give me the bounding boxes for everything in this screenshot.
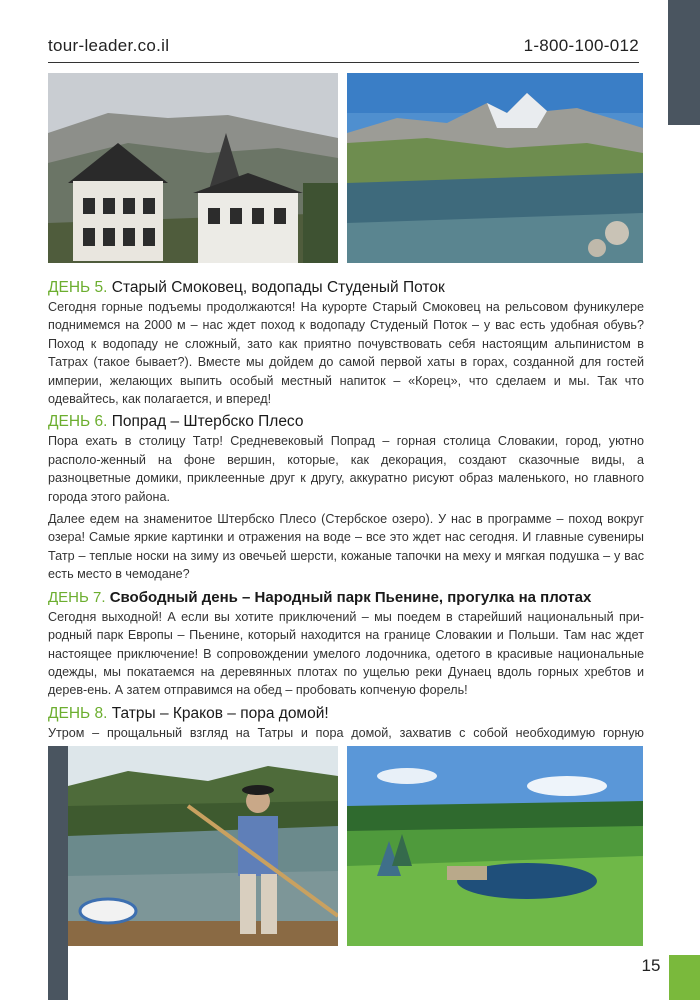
day-heading [48, 412, 644, 432]
day-paragraph: Пора ехать в столицу Татр! Средневековый Попрад – горная столица Словакии, город, уютно располо-женный на фоне вершин, которые, как декорация, создают сказочные виды, а разноцветные домики, приклеенные друг к другу, аккуратно рисуют образ маленького, но главного города этого района. [48, 434, 644, 504]
day-section [48, 412, 644, 583]
corner-accent [669, 955, 700, 1000]
day-label: ДЕНЬ 7. [48, 588, 106, 606]
phone-number: 1-800-100-012 [523, 36, 639, 55]
day-heading [48, 588, 644, 608]
side-tab-accent [668, 0, 700, 125]
day-paragraph: Сегодня горные подъемы продолжаются! На курорте Старый Смоковец на рельсовом фуникулере поднимемся на 2000 м – нас ждет поход к водопаду Студеный Поток – у вас есть удобная обувь? Поход к водопаду не сложный, зато как приятно почувствовать себя настоящим альпинистом в Татрах (такое бывает?). Вместе мы дойдем до самой первой хаты в горах, созданной для гостей империи, желающих выпить особый местный напиток – «Корец», что сделаем и мы. Так что одевайтесь, как полагается, и вперед! [48, 300, 644, 407]
page-number: 15 [641, 956, 661, 975]
page-header [48, 36, 639, 63]
day-paragraph: Сегодня выходной! А если вы хотите приключений – мы поедем в старейший национальный при-родный парк Европы – Пьенине, который находится на границе Словакии и Польши. Там нас ждет настоящее приключение! В сопровождении умелого лодочника, одетого в красивые национальные одежды, мы покатаемся на деревянных плотах по ущелью реки Дунаец вдоль горных хребтов и дерев-ень. А затем отправимся на обед – пробовать копченую форель! [48, 609, 644, 698]
photo-mountain-lake [347, 73, 643, 263]
itinerary-content [48, 278, 644, 761]
day-paragraph: Утром – прощальный взгляд на Татры и пора домой, захватив с собой необходимую горную [48, 725, 644, 740]
photo-chalet-mountain [48, 73, 338, 263]
day-label: ДЕНЬ 8. [48, 704, 108, 722]
day-label: ДЕНЬ 5. [48, 279, 108, 296]
day-heading [48, 278, 644, 298]
bottom-accent-bar [48, 746, 68, 1000]
day-paragraph: Далее едем на знаменитое Штербско Плесо (Стербское озеро). У нас в программе – поход вокруг озера! Самые яркие картинки и отражения на воде – все это ждет нас сегодня. И главные сувениры Татр – теплые носки на зиму из овечьей шерсти, кожаные тапочки на меху и мягкая подушка – у вас есть место в чемодане? [48, 512, 644, 582]
day-section [48, 278, 644, 408]
photo-rafting-river [68, 746, 338, 946]
photo-park-pond [347, 746, 643, 946]
day-title: Старый Смоковец, водопады Студеный Поток [111, 279, 445, 296]
day-title: Татры – Краков – пора домой! [111, 704, 329, 722]
site-url: tour-leader.co.il [48, 36, 170, 55]
day-section [48, 588, 644, 700]
day-heading [48, 704, 644, 724]
day-title: Свободный день – Народный парк Пьенине, прогулка на плотах [109, 588, 592, 606]
day-title: Попрад – Штербско Плесо [111, 413, 304, 431]
day-label: ДЕНЬ 6. [48, 413, 108, 431]
